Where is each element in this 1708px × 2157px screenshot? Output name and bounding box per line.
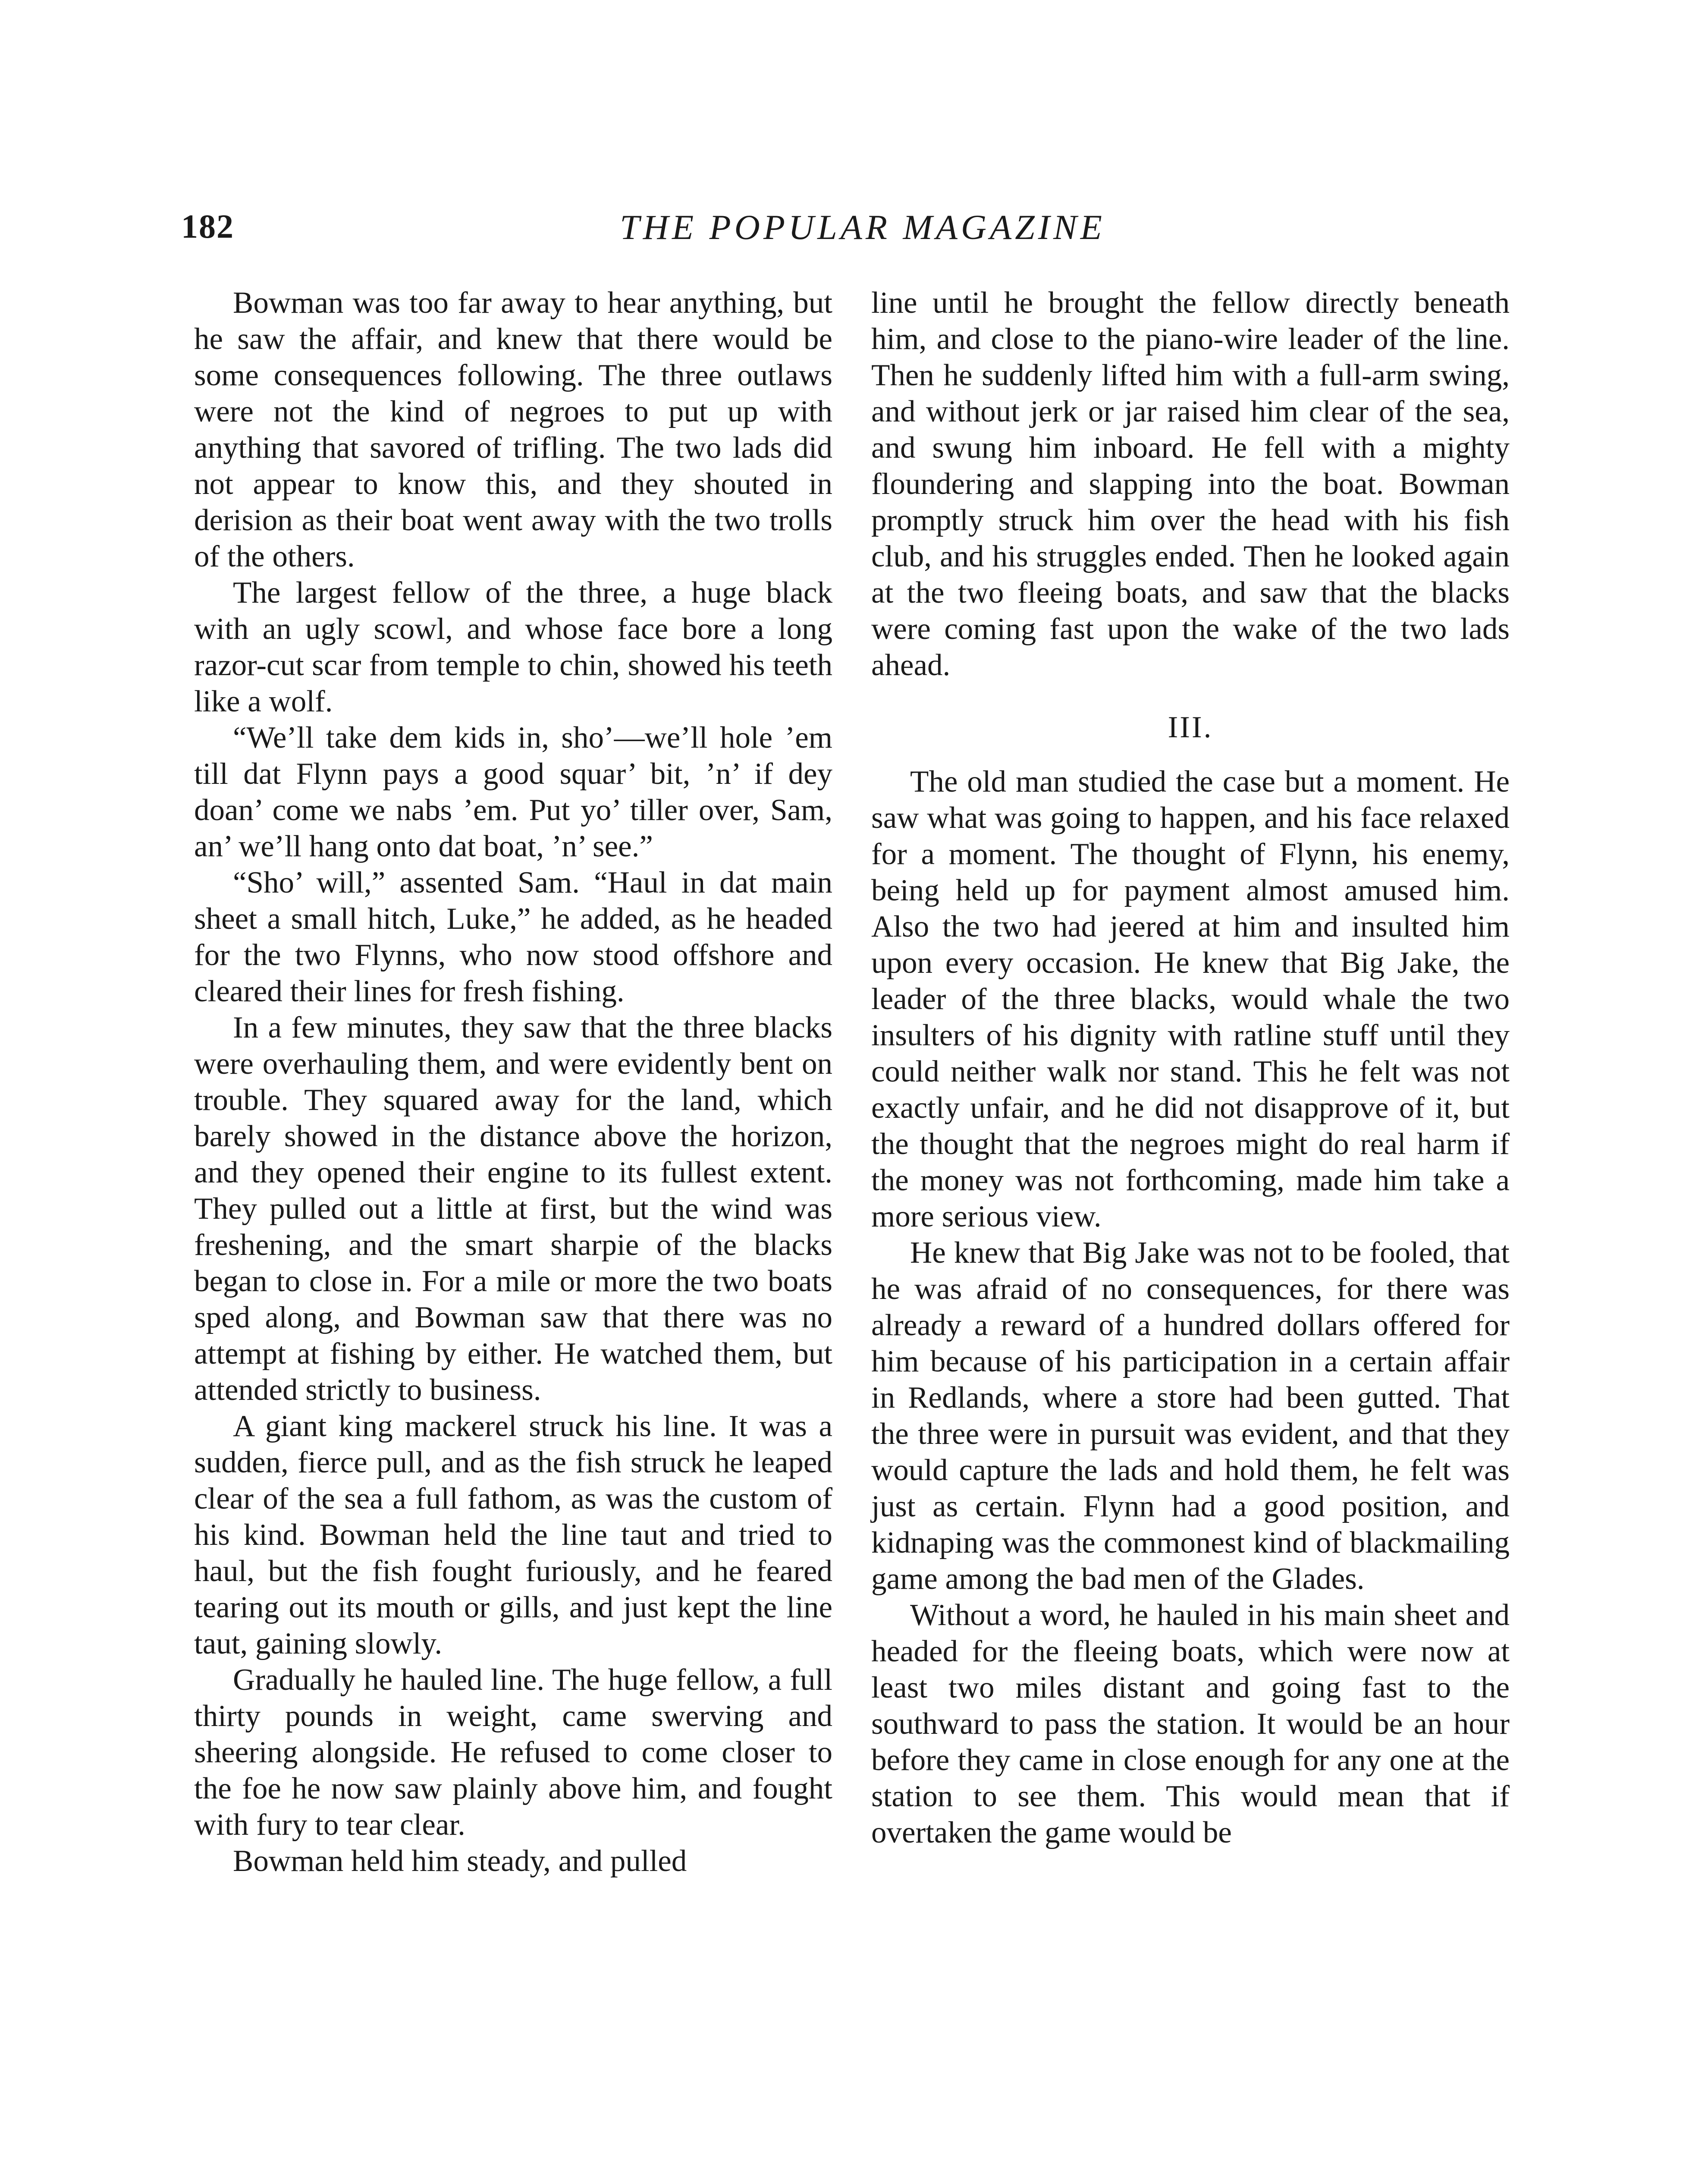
paragraph: He knew that Big Jake was not to be fooled, that he was afraid of no consequences, for there was already a reward of a hundred dollars offered for him because of his participation in a certain affair in Redlands, where a store had been gutted. That the three were in pursuit was evident, and that they would capture the lads and hold them, he felt was just as certain. Flynn had a good position, and kidnaping was the commonest kind of blackmailing game among the bad men of the Glades.: [871, 1236, 1510, 1596]
paragraph: The largest fellow of the three, a huge black with an ugly scowl, and whose face bore a long razor-cut scar from temple to chin, showed his teeth like a wolf.: [194, 576, 832, 718]
paragraph-continued: line until he brought the fellow directly beneath him, and close to the piano-wire leader of the line. Then he suddenly lifted him with a full-arm swing, and without jerk or jar raised him clear of the sea, and swung him inboard. He fell with a mighty floundering and slapping into the boat. Bowman promptly struck him over the head with his fish club, and his struggles ended. Then he looked again at the two fleeing boats, and saw that the blacks were coming fast upon the wake of the two lads ahead.: [871, 286, 1510, 682]
right-column: [871, 285, 1510, 1851]
paragraph: “Sho’ will,” assented Sam. “Haul in dat main sheet a small hitch, Luke,” he added, as he headed for the two Flynns, who now stood offshore and cleared their lines for fresh fishing.: [194, 866, 832, 1008]
paragraph: Without a word, he hauled in his main sheet and headed for the fleeing boats, which were now at least two miles distant and going fast to the southward to pass the station. It would be an hour before they came in close enough for any one at the station to see them. This would mean that if overtaken the game would be: [871, 1598, 1510, 1849]
paragraph: “We’ll take dem kids in, sho’—we’ll hole ’em till dat Flynn pays a good squar’ bit, ’n’ if dey doan’ come we nabs ’em. Put yo’ tiller over, Sam, an’ we’ll hang onto dat boat, ’n’ see.”: [194, 721, 832, 863]
paragraph: Bowman was too far away to hear anything, but he saw the affair, and knew that there would be some consequences following. The three outlaws were not the kind of negroes to put up with anything that savored of trifling. The two lads did not appear to know this, and they shouted in derision as their boat went away with the two trolls of the others.: [194, 286, 832, 573]
page-number: 182: [181, 208, 234, 245]
left-column: [194, 285, 832, 1879]
paragraph: Bowman held him steady, and pulled: [233, 1844, 687, 1878]
section-heading: III.: [1168, 711, 1213, 744]
page-header: [181, 207, 1544, 255]
paragraph: Gradually he hauled line. The huge fellow, a full thirty pounds in weight, came swerving and sheering alongside. He refused to come closer to the foe he now saw plainly above him, and fought with fury to tear clear.: [194, 1663, 832, 1842]
paragraph: A giant king mackerel struck his line. It was a sudden, fierce pull, and as the fish struck he leaped clear of the sea a full fathom, as was the custom of his kind. Bowman held the line taut and tried to haul, but the fish fought furiously, and he feared tearing out its mouth or gills, and just kept the line taut, gaining slowly.: [194, 1409, 832, 1660]
running-head: THE POPULAR MAGAZINE: [620, 208, 1105, 247]
paragraph: In a few minutes, they saw that the three blacks were overhauling them, and were evidently bent on trouble. They squared away for the land, which barely showed in the distance above the horizon, and they opened their engine to its fullest extent. They pulled out a little at first, but the wind was freshening, and the smart sharpie of the blacks began to close in. For a mile or more the two boats sped along, and Bowman saw that there was no attempt at fishing by either. He watched them, but attended strictly to business.: [194, 1011, 832, 1407]
paragraph: The old man studied the case but a moment. He saw what was going to happen, and his face relaxed for a moment. The thought of Flynn, his enemy, being held up for payment almost amused him. Also the two had jeered at him and insulted him upon every occasion. He knew that Big Jake, the leader of the three blacks, would whale the two insulters of his dignity with ratline stuff until they could neither walk nor stand. This he felt was not exactly unfair, and he did not disapprove of it, but the thought that the negroes might do real harm if the money was not forthcoming, made him take a more serious view.: [871, 765, 1510, 1233]
